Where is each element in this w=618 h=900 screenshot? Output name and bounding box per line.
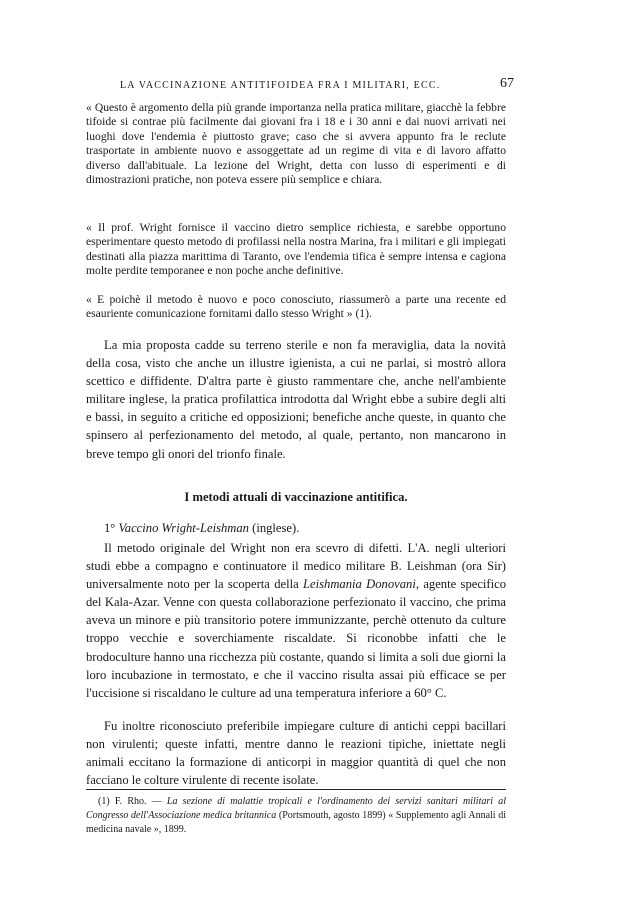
text-run: Il metodo originale del Wright non era scevro di difetti. L'A. negli ulteriori studi ebbe a compagno e continuatore il medico militare B. Leishman (ora Sir) universalmente noto per la scoperta della xyxy=(86,541,506,592)
quote-block xyxy=(86,221,506,279)
body-text xyxy=(86,717,506,789)
page-number: 67 xyxy=(500,76,514,91)
section-heading: I metodi attuali di vaccinazione antitifica. xyxy=(184,490,408,504)
footnote xyxy=(86,795,506,837)
subsection-title: Vaccino Wright-Leishman xyxy=(118,521,249,535)
quote-block xyxy=(86,101,506,187)
body-paragraph-3: Fu inoltre riconosciuto preferibile impiegare culture di antichi ceppi bacillari non virulenti; queste infatti, mentre danno le reazioni tipiche, iniettate negli animali eccitano la formazione di anticorpi in maggior quantità di quel che non facciano le colture virulente di recente isolate. xyxy=(86,719,506,788)
body-paragraph-2 xyxy=(86,539,506,702)
species-name: Leishmania Donovani xyxy=(303,577,416,592)
subsection-note: (inglese). xyxy=(252,521,300,535)
footnote-1 xyxy=(86,795,506,837)
footnote-divider xyxy=(86,789,506,790)
body-paragraph-1: La mia proposta cadde su terreno sterile e non fa meraviglia, data la novità della cosa, visto che anche un illustre igienista, a cui ne parlai, si mostrò allora scettico e diffidente. D'altra parte è giusto rammentare che, anche nell'ambiente militare inglese, la pratica profilattica introdotta dal Wright ebbe a subire degli alti e bassi, in seguito a critiche ed opposizioni; benefiche anche queste, in quanto che spinsero al perfezionamento del metodo, al quale, pertanto, non mancarono in breve tempo gli onori del trionfo finale. xyxy=(86,338,506,461)
subsection-number: 1° xyxy=(104,521,116,535)
running-title: LA VACCINAZIONE ANTITIFOIDEA FRA I MILITARI, ECC. xyxy=(120,80,441,91)
quote-paragraph-2: « Il prof. Wright fornisce il vaccino dietro semplice richiesta, e sarebbe opportuno esperimentare questo metodo di profilassi nella nostra Marina, fra i militari e gli impiegati destinati alla piazza marittima di Taranto, ove l'endemia tifica è sempre intensa e cagiona molte perdite temporanee e non poche anche definitive. xyxy=(86,221,506,278)
footnote-rest: (Portsmouth, agosto 1899) « Supplemento agli Annali di medicina navale », 1899. xyxy=(86,810,507,835)
quote-paragraph-3: « E poichè il metodo è nuovo e poco conosciuto, riassumerò a parte una recente ed esauriente comunicazione fornitami dallo stesso Wright » (1). xyxy=(86,293,506,321)
text-run: , agente specifico del Kala-Azar. Venne con questa collaborazione perfezionato il vaccino, che prima aveva un minore e più transitorio potere immunizzante, perchè ottenuto da culture troppo vecchie e soverchiamente riscaldate. Si riconobbe infatti che le brodoculture hanno una ricchezza più costante, quando si limita a soli due giorni la loro incubazione in termostato, e che il vaccino risulta assai più efficace se per l'uccisione si riscaldano le culture ad una temperatura inferiore a 60° C. xyxy=(86,577,506,700)
subsection-heading xyxy=(104,521,299,536)
quote-block xyxy=(86,293,506,322)
footnote-title: La sezione di malattie tropicali e l'ordinamento dei servizi sanitari militari al Congresso dell'Associazione medica britannica xyxy=(86,796,506,821)
body-text xyxy=(86,336,506,463)
body-text xyxy=(86,539,506,702)
quote-paragraph-1: « Questo è argomento della più grande importanza nella pratica militare, giacchè la febbre tifoide si contrae più facilmente dai giovani fra i 18 e i 30 anni e dai nuovi arrivati nei luoghi dove l'endemia è piuttosto grave; caso che si avvera appunto fra le reclute trasportate in ambiente nuovo e assoggettate ad un regime di vita e di lavoro affatto diverso dall'abituale. La lezione del Wright, detta con lusso di esperimenti e di dimostrazioni pratiche, non poteva essere più semplice e chiara. xyxy=(86,101,506,187)
footnote-ref: (1) F. Rho. — xyxy=(98,796,162,807)
